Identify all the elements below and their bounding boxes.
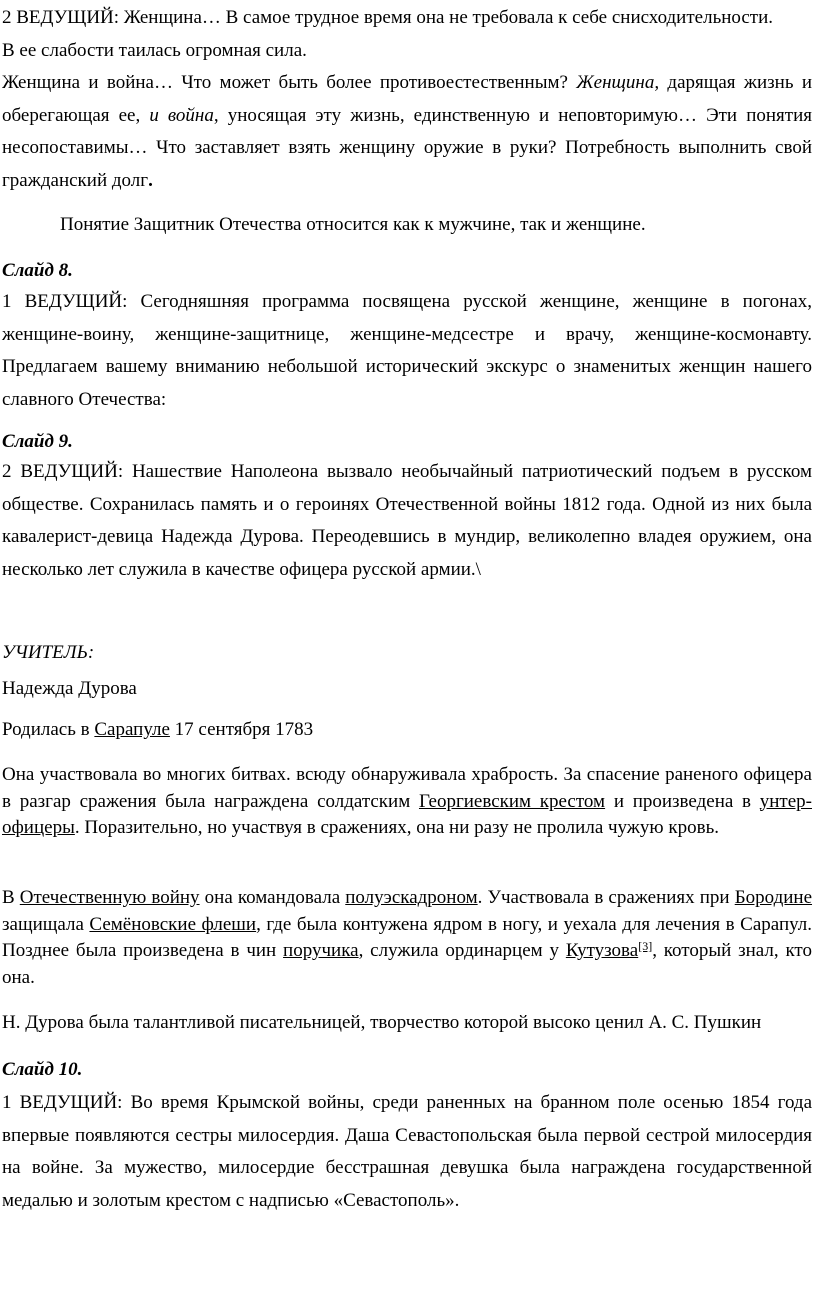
slide-10-heading: Слайд 10. [2, 1059, 83, 1080]
link-nco[interactable]: унтер-офицеры [2, 790, 812, 838]
text-run: и произведена в [605, 790, 760, 812]
italic-war: и война [149, 104, 214, 126]
text-run: . Участвовала в сражениях при [477, 887, 735, 908]
text-run: . Поразительно, но участвуя в сражениях, она ни разу не пролила чужую кровь. [74, 817, 719, 838]
slide-8-heading: Слайд 8. [2, 260, 73, 281]
battles-paragraph [2, 762, 812, 842]
text-run: дарящая жизнь и оберегающая ее, [2, 72, 812, 126]
host2-napoleon-paragraph: 2 ВЕДУЩИЙ: Нашествие Наполеона вызвало необычайный патриотический подъем в русском обществе. Сохранилась память и о героинях Отечественной войны 1812 года. Одной из них была кавалерист-девица Надежда Дурова. Переодевшись в мундир, великолепно владея оружием, она несколько лет служила в качестве офицера русской армии.\ [2, 461, 812, 580]
birth-line [2, 717, 313, 743]
writer-paragraph: Н. Дурова была талантливой писательницей, творчество которой высоко ценил А. С. Пушкин [2, 1012, 762, 1033]
slide-9-heading: Слайд 9. [2, 431, 73, 452]
link-semenov-fleches[interactable]: Семёновские флеши [89, 913, 257, 935]
link-sarapul[interactable]: Сарапуле [94, 719, 170, 740]
link-lieutenant[interactable]: поручика [283, 940, 359, 961]
text-run: В [2, 887, 20, 908]
text-run: Она участвовала во многих битвах. всюду обнаруживала храбрость. За спасение раненого офицера в разгар сражения была награждена солдатским [2, 764, 812, 812]
text-run: она командовала [199, 887, 346, 908]
text-run: , где была контужена ядром в ногу, и уехала для лечения в Сарапул. Позднее была произведена в чин [2, 913, 813, 961]
defender-concept-paragraph: Понятие Защитник Отечества относится как к мужчине, так и женщине. [60, 214, 646, 235]
link-kutuzov[interactable]: Кутузова [565, 940, 639, 961]
host2-intro-line1: 2 ВЕДУЩИЙ: Женщина… В самое трудное время она не требовала к себе снисходительности. [2, 7, 774, 28]
patriotic-war-paragraph [2, 885, 812, 991]
host1-crimean-paragraph: 1 ВЕДУЩИЙ: Во время Крымской войны, среди раненных на бранном поле осенью 1854 года впервые появляются сестры милосердия. Даша Севастопольская была первой сестрой милосердия на войне. За мужество, милосердие бесстрашная девушка была награждена государственной медалью и золотым крестом с надписью «Севастополь». [2, 1092, 812, 1211]
text-run: 17 сентября 1783 [169, 719, 314, 740]
bold-period: . [148, 169, 153, 191]
text-run: , уносящая эту жизнь, единственную и неповторимую… Эти понятия несопоставимы… Что заставляет взять женщину оружие в руки? Потребность выполнить свой гражданский долг [2, 104, 812, 191]
link-george-cross[interactable]: Георгиевским крестом [418, 790, 606, 812]
text-run: защищала [2, 913, 90, 935]
host2-intro-line2: В ее слабости таилась огромная сила. [2, 39, 307, 61]
link-borodino[interactable]: Бородине [734, 887, 813, 908]
footnote-ref[interactable]: [3] [638, 939, 653, 953]
link-patriotic-war[interactable]: Отечественную войну [19, 887, 200, 908]
woman-and-war-paragraph [2, 67, 812, 197]
intro-block [2, 2, 812, 242]
host1-program-paragraph: 1 ВЕДУЩИЙ: Сегодняшняя программа посвящена русской женщине, женщине в погонах, женщине-воину, женщине-защитнице, женщине-медсестре и врачу, женщине-космонавту. Предлагаем вашему вниманию небольшой исторический экскурс о знаменитых женщин нашего славного Отечества: [2, 291, 812, 410]
text-run: Родилась в [2, 719, 95, 740]
teacher-label: УЧИТЕЛЬ: [2, 642, 95, 663]
text-run: Женщина и война… Что может быть более противоестественным? [2, 72, 577, 93]
durova-name: Надежда Дурова [2, 678, 137, 699]
text-run: , служила ординарцем у [358, 940, 566, 961]
italic-woman: Женщина, [576, 72, 660, 93]
link-half-squadron[interactable]: полуэскадроном [345, 887, 478, 908]
text-run: , который знал, кто она. [2, 940, 812, 988]
